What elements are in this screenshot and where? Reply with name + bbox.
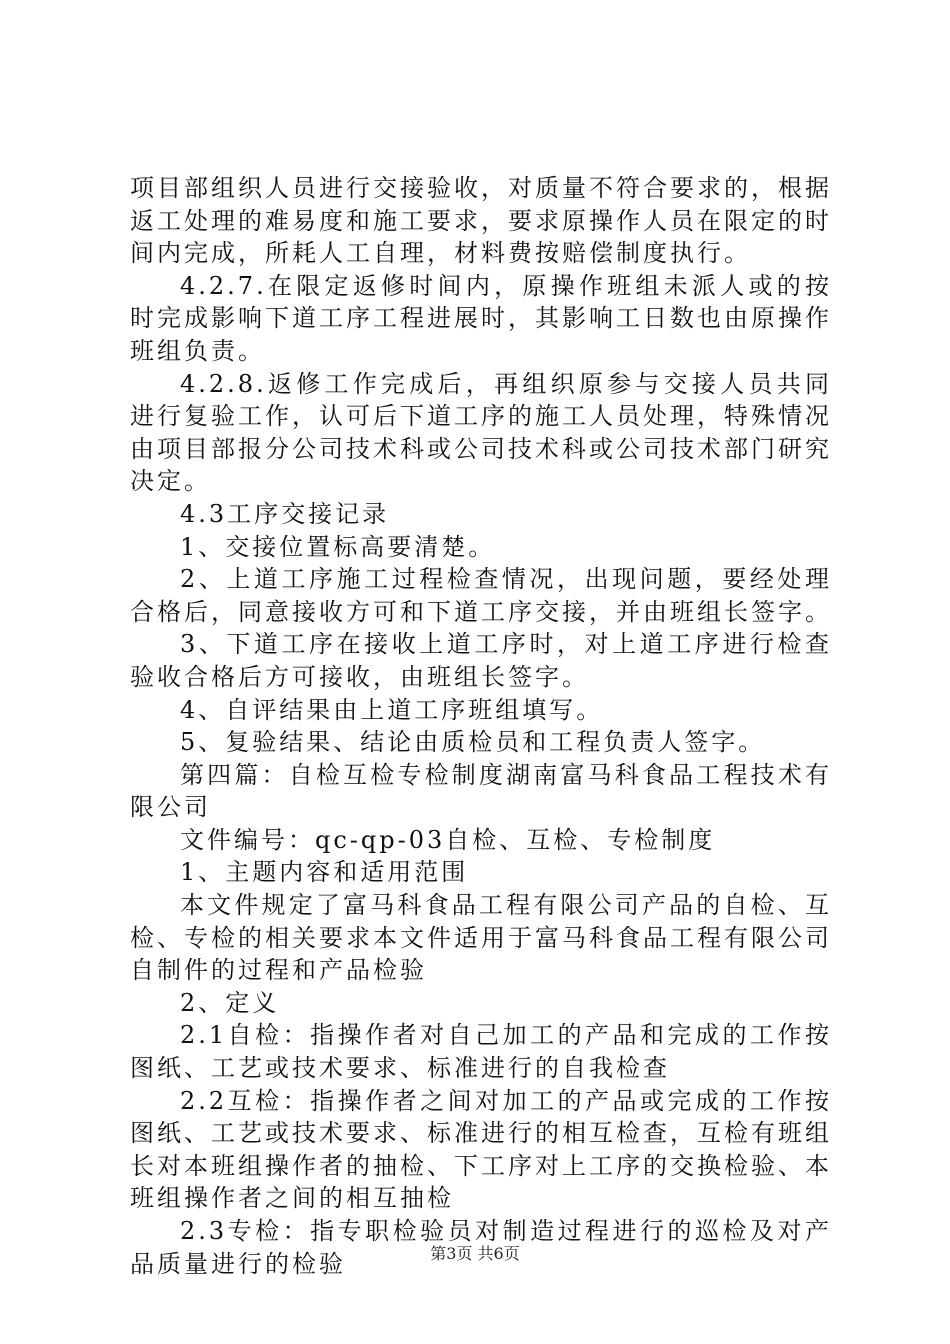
page-number: 第3页 共6页 [430, 1244, 520, 1263]
paragraph: 项目部组织人员进行交接验收，对质量不符合要求的，根据返工处理的难易度和施工要求，要求原操作人员在限定的时间内完成，所耗人工自理，材料费按赔偿制度执行。 [130, 174, 832, 268]
paragraph: 本文件规定了富马科食品工程有限公司产品的自检、互检、专检的相关要求本文件适用于富马科食品工程有限公司自制件的过程和产品检验 [130, 891, 832, 985]
definition-item: 2.2互检：指操作者之间对加工的产品或完成的工作按图纸、工艺或技术要求、标准进行的相互检查，互检有班组长对本班组操作者的抽检、下工序对上工序的交换检验、本班组操作者之间的相互抽检 [130, 1086, 832, 1213]
paragraph: 4.2.8.返修工作完成后，再组织原参与交接人员共同进行复验工作，认可后下道工序的施工人员处理，特殊情况由项目部报分公司技术科或公司技术科或公司技术部门研究决定。 [130, 369, 832, 496]
list-item: 5、复验结果、结论由质检员和工程负责人签字。 [180, 728, 766, 757]
list-item: 4、自评结果由上道工序班组填写。 [180, 695, 604, 724]
section-heading: 2、定义 [180, 988, 280, 1017]
section-heading: 4.3工序交接记录 [180, 499, 390, 528]
definition-item: 2.1自检：指操作者对自己加工的产品和完成的工作按图纸、工艺或技术要求、标准进行的自我检查 [130, 1021, 832, 1083]
list-item: 2、上道工序施工过程检查情况，出现问题，要经处理合格后，同意接收方可和下道工序交接，并由班组长签字。 [130, 565, 832, 626]
paragraph: 4.2.7.在限定返修时间内，原操作班组未派人或的按时完成影响下道工序工程进展时，其影响工日数也由原操作班组负责。 [130, 271, 832, 365]
document-body [130, 172, 832, 1280]
section-heading: 1、主题内容和适用范围 [180, 858, 469, 887]
list-item: 3、下道工序在接收上道工序时，对上道工序进行检查验收合格后方可接收，由班组长签字。 [130, 630, 832, 691]
document-number: 文件编号：qc-qp-03自检、互检、专检制度 [180, 825, 716, 854]
definition-item: 2.3专检：指专职检验员对制造过程进行的巡检及对产品质量进行的检验 [130, 1217, 832, 1278]
chapter-heading: 第四篇：自检互检专检制度湖南富马科食品工程技术有限公司 [130, 760, 832, 822]
list-item: 1、交接位置标高要清楚。 [180, 532, 496, 561]
page-footer [0, 1244, 950, 1264]
